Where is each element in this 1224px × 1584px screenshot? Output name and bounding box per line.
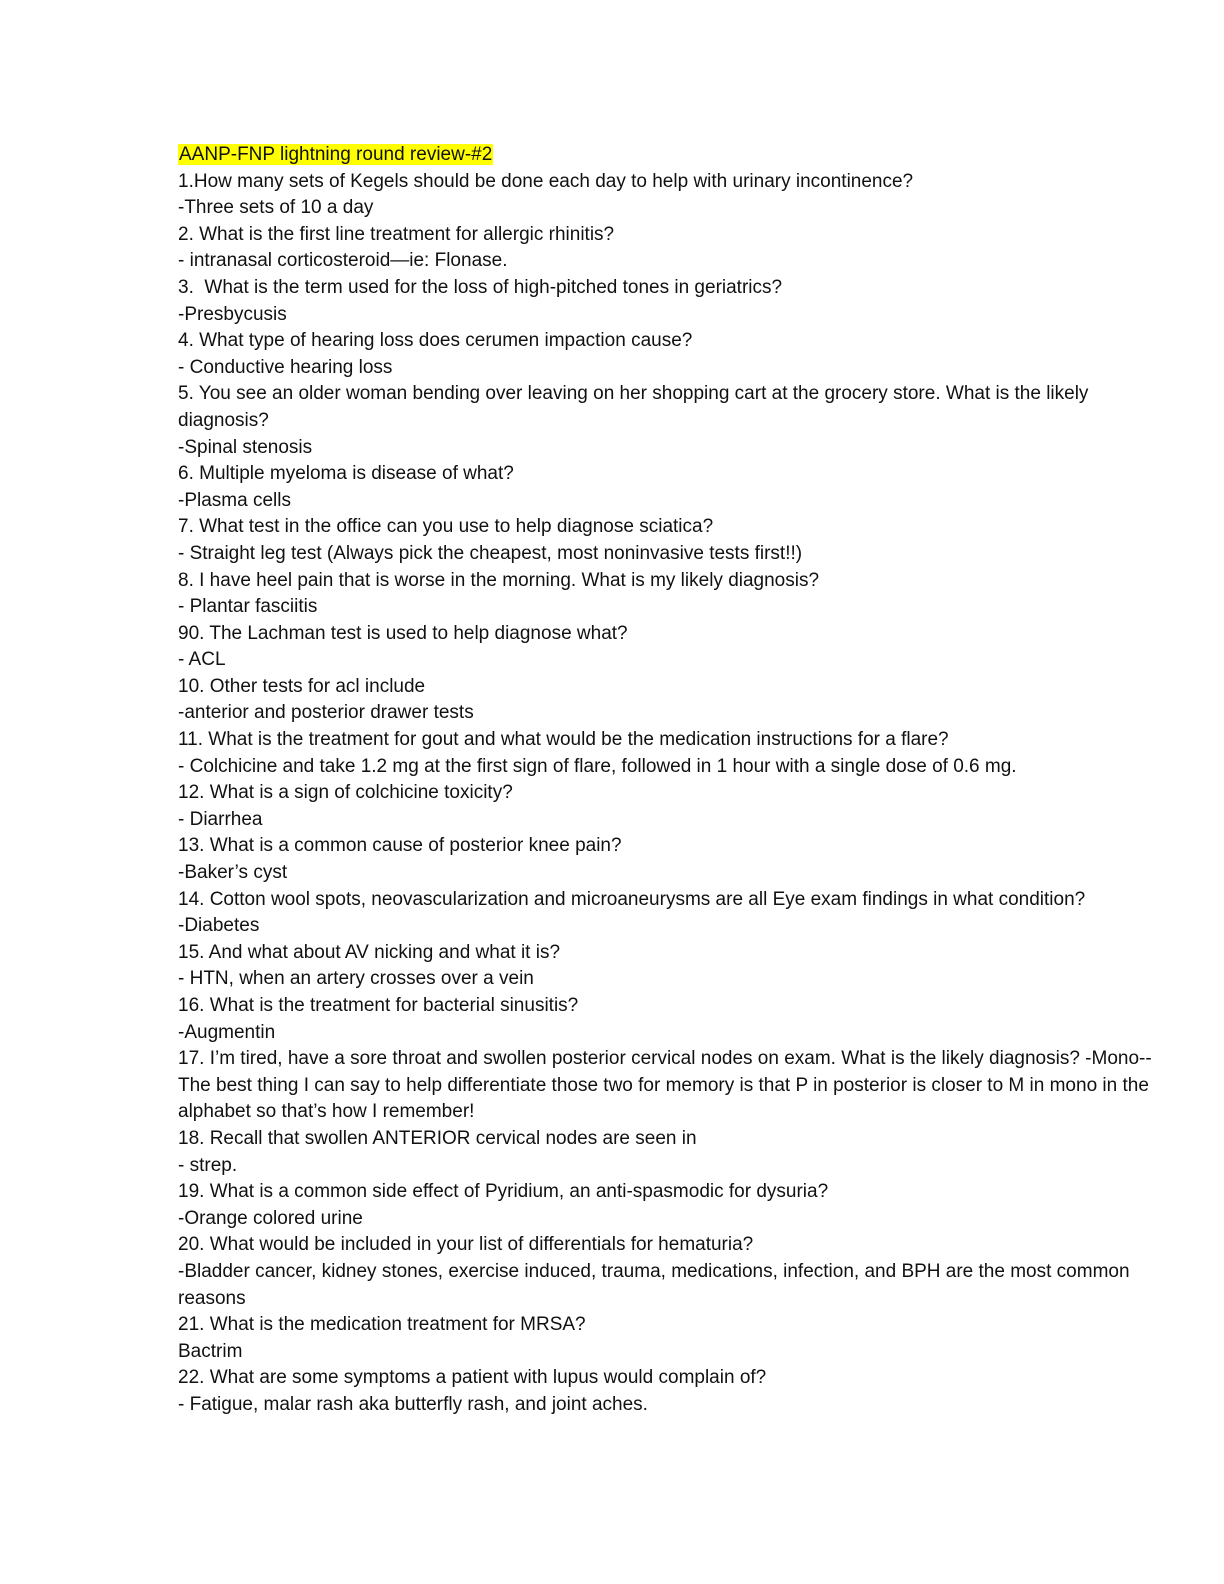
text-line: 11. What is the treatment for gout and what would be the medication instructions for a flare? (178, 729, 949, 751)
text-line: -anterior and posterior drawer tests (178, 702, 474, 724)
text-line: 21. What is the medication treatment for MRSA? (178, 1314, 586, 1336)
text-line: -Bladder cancer, kidney stones, exercise induced, trauma, medications, infection, and BPH are the most common reasons (178, 1260, 1135, 1309)
text-line: - intranasal corticosteroid—ie: Flonase. (178, 250, 508, 272)
text-line: 12. What is a sign of colchicine toxicity? (178, 782, 513, 804)
text-line: -Three sets of 10 a day (178, 197, 374, 219)
text-line: 20. What would be included in your list of differentials for hematuria? (178, 1234, 754, 1256)
text-line: Bactrim (178, 1340, 243, 1362)
text-line: 15. And what about AV nicking and what it is? (178, 941, 561, 963)
text-line: 6. Multiple myeloma is disease of what? (178, 463, 514, 485)
text-line: 7. What test in the office can you use to help diagnose sciatica? (178, 516, 714, 538)
text-line: -Augmentin (178, 1021, 276, 1043)
text-line: 90. The Lachman test is used to help diagnose what? (178, 622, 628, 644)
text-line: - Straight leg test (Always pick the cheapest, most noninvasive tests first!!) (178, 542, 803, 564)
text-line: 22. What are some symptoms a patient with lupus would complain of? (178, 1367, 767, 1389)
text-line: 17. I’m tired, have a sore throat and swollen posterior cervical nodes on exam. What is the likely diagnosis? -Mono--The best thing I can say to help differentiate those two for memory is that P in posterior is closer to M in mono in the alphabet so that’s how I remember! (178, 1048, 1155, 1123)
text-line: - strep. (178, 1154, 238, 1176)
text-line: - HTN, when an artery crosses over a vein (178, 968, 534, 990)
text-line: - Plantar fasciitis (178, 596, 318, 618)
text-line: 4. What type of hearing loss does cerumen impaction cause? (178, 330, 693, 352)
text-line: 10. Other tests for acl include (178, 675, 426, 697)
text-line: 16. What is the treatment for bacterial sinusitis? (178, 995, 579, 1016)
document-body (178, 142, 1158, 1419)
text-line: 8. I have heel pain that is worse in the morning. What is my likely diagnosis? (178, 569, 820, 591)
text-line: -Diabetes (178, 915, 260, 937)
text-line: 5. You see an older woman bending over leaving on her shopping cart at the grocery store. What is the likely diagnosis? (178, 383, 1094, 431)
text-line: 3. What is the term used for the loss of high-pitched tones in geriatrics? (178, 276, 783, 298)
title-line (178, 142, 1158, 169)
text-line: 1.How many sets of Kegels should be done each day to help with urinary incontinence? (178, 170, 914, 192)
text-line: -Baker’s cyst (178, 862, 288, 884)
text-line: 19. What is a common side effect of Pyridium, an anti-spasmodic for dysuria? (178, 1181, 829, 1203)
text-line: 14. Cotton wool spots, neovascularization and microaneurysms are all Eye exam findings in what condition? (178, 888, 1086, 910)
text-line: - Conductive hearing loss (178, 356, 393, 378)
text-line: 13. What is a common cause of posterior knee pain? (178, 835, 622, 857)
text-line: 2. What is the first line treatment for allergic rhinitis? (178, 223, 615, 245)
qa-list (178, 169, 1158, 1419)
text-line: -Orange colored urine (178, 1207, 363, 1229)
text-line: -Plasma cells (178, 489, 291, 511)
text-line: 18. Recall that swollen ANTERIOR cervical nodes are seen in (178, 1127, 697, 1149)
text-line: -Spinal stenosis (178, 436, 313, 458)
text-line: - Diarrhea (178, 808, 263, 830)
text-line: -Presbycusis (178, 303, 287, 325)
text-line: - ACL (178, 649, 226, 671)
text-line: - Colchicine and take 1.2 mg at the first sign of flare, followed in 1 hour with a single dose of 0.6 mg. (178, 755, 1017, 777)
text-line: - Fatigue, malar rash aka butterfly rash, and joint aches. (178, 1393, 648, 1415)
document-title: AANP-FNP lightning round review-#2 (179, 144, 493, 165)
